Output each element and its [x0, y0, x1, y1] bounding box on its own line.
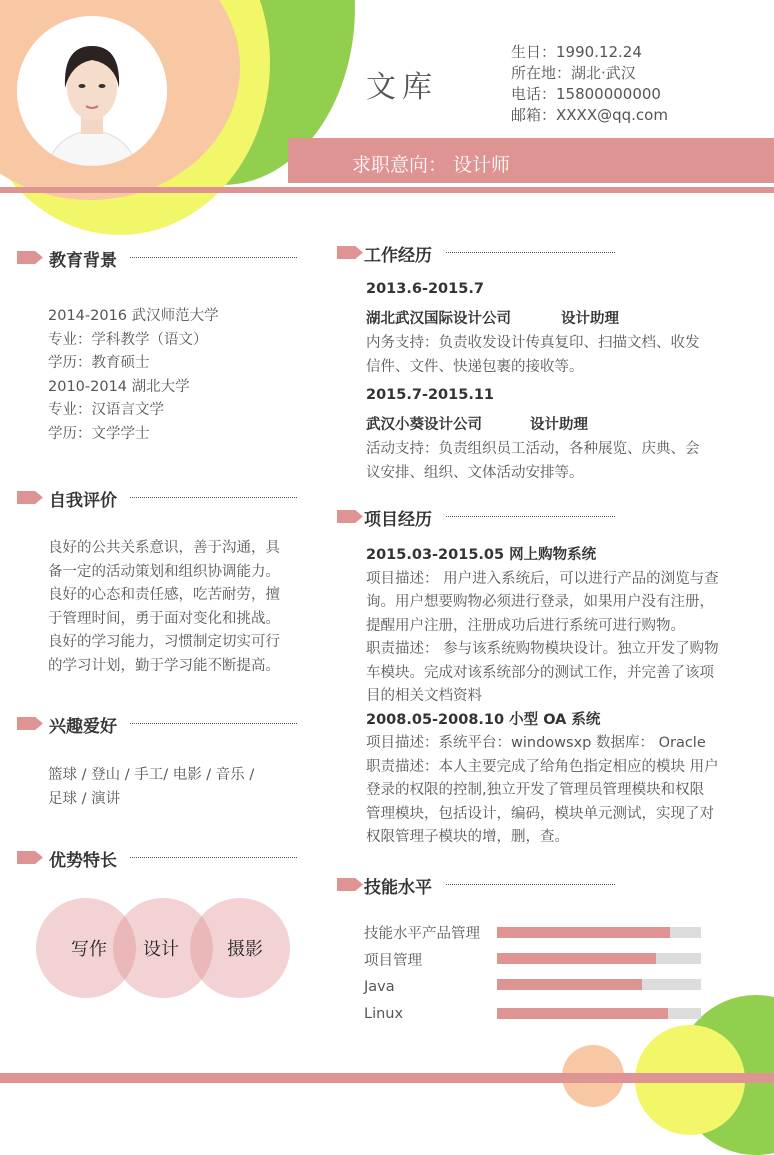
education-line: 2014-2016 武汉师范大学	[48, 308, 219, 324]
skill-bar-fill	[497, 979, 642, 990]
strengths-title: 优势特长	[49, 851, 117, 871]
section-arrow-icon	[17, 851, 43, 864]
section-arrow-icon	[337, 246, 363, 259]
avatar	[17, 16, 167, 166]
project-line: 询。用户想要购物必须进行登录，如果用户没有注册，	[366, 594, 714, 610]
self-eval-line: 良好的心态和责任感，吃苦耐劳，擅	[48, 587, 280, 603]
self-eval-line: 的学习计划，勤于学习能不断提高。	[48, 657, 280, 674]
project-line: 职责描述： 参与该系统购物模块设计。独立开发了购物	[366, 641, 719, 657]
self-eval-title: 自我评价	[49, 491, 117, 511]
location: 所在地：湖北·武汉	[511, 64, 636, 82]
skill-label: Linux	[364, 1006, 404, 1022]
hobbies-title: 兴趣爱好	[49, 717, 117, 737]
section-divider	[446, 516, 615, 517]
self-eval-line: 于管理时间，勇于面对变化和挑战。	[48, 610, 280, 627]
education-line: 专业：学科教学（语文）	[48, 331, 208, 348]
candidate-name: 文库	[366, 70, 438, 105]
section-divider	[446, 252, 615, 253]
skills-title: 技能水平	[364, 878, 432, 898]
skill-bar-fill	[497, 953, 656, 964]
education-line: 专业：汉语言文学	[48, 402, 164, 418]
self-eval-line: 良好的公共关系意识，善于沟通，具	[48, 540, 280, 556]
section-arrow-icon	[17, 251, 43, 264]
section-divider	[446, 884, 615, 885]
skill-bar-fill	[497, 1008, 668, 1019]
section-arrow-icon	[337, 510, 363, 523]
birthday: 生日：1990.12.24	[511, 43, 642, 61]
footer-bar	[0, 1073, 774, 1083]
self-eval-line: 良好的学习能力，习惯制定切实可行	[48, 634, 280, 650]
education-list	[48, 305, 219, 446]
skill-label: 项目管理	[364, 953, 422, 969]
project-list	[366, 544, 719, 850]
work-desc	[366, 332, 700, 379]
work-role: 设计助理	[561, 311, 619, 327]
work-role: 设计助理	[530, 417, 588, 433]
projects-title: 项目经历	[364, 510, 432, 530]
project-line: 项目描述： 用户进入系统后，可以进行产品的浏览与查	[366, 570, 719, 587]
education-line: 学历：文学学士	[48, 425, 150, 442]
skill-label: Java	[364, 979, 395, 995]
self-eval-line: 备一定的活动策划和组织协调能力。	[48, 563, 280, 580]
work-desc	[366, 438, 700, 485]
section-arrow-icon	[337, 878, 363, 891]
work-desc-line: 内务支持：负责收发设计传真复印、扫描文档、收发	[366, 335, 700, 351]
project-line: 职责描述：本人主要完成了给角色指定相应的模块 用户	[366, 758, 719, 775]
section-divider	[130, 857, 297, 858]
education-line: 学历：教育硕士	[48, 355, 150, 371]
strength-label: 设计	[143, 939, 179, 960]
work-period: 2015.7-2015.11	[366, 387, 495, 403]
section-arrow-icon	[17, 717, 43, 730]
education-line: 2010-2014 湖北大学	[48, 378, 190, 395]
section-divider	[130, 257, 297, 258]
project-line: 登录的权限的控制,独立开发了管理员管理模块和权限	[366, 782, 705, 798]
phone: 电话：15800000000	[511, 85, 661, 103]
skill-bar	[497, 927, 701, 938]
work-company: 湖北武汉国际设计公司	[366, 311, 511, 327]
project-line: 权限管理子模块的增，删，查。	[366, 829, 569, 845]
hobbies-text	[48, 764, 254, 811]
project-line: 目的相关文档资料	[366, 688, 482, 704]
project-heading: 2015.03-2015.05 网上购物系统	[366, 547, 597, 563]
profile-photo	[17, 16, 167, 166]
skill-label: 技能水平产品管理	[364, 926, 480, 942]
strength-label: 摄影	[227, 939, 263, 960]
work-period: 2013.6-2015.7	[366, 281, 484, 297]
skill-bar-fill	[497, 927, 670, 938]
strength-label: 写作	[71, 939, 107, 960]
work-desc-line: 信件、文件、快递包裹的接收等。	[366, 358, 584, 375]
project-line: 项目描述：系统平台：windowsxp 数据库： Oracle	[366, 735, 706, 751]
hobbies-line: 篮球 / 登山 / 手工/ 电影 / 音乐 /	[48, 767, 255, 783]
email: 邮箱：XXXX@qq.com	[511, 106, 668, 124]
work-desc-line: 议安排、组织、文体活动安排等。	[366, 464, 584, 481]
work-company: 武汉小葵设计公司	[366, 417, 482, 433]
work-title: 工作经历	[364, 246, 432, 266]
project-line: 提醒用户注册，注册成功后进行系统可进行购物。	[366, 617, 685, 634]
project-heading: 2008.05-2008.10 小型 OA 系统	[366, 711, 601, 728]
section-arrow-icon	[17, 491, 43, 504]
skill-bar	[497, 979, 701, 990]
work-desc-line: 活动支持：负责组织员工活动，各种展览、庆典、会	[366, 441, 700, 457]
job-intent: 求职意向： 设计师	[352, 154, 511, 176]
skill-bar	[497, 953, 701, 964]
section-divider	[130, 723, 297, 724]
project-line: 车模块。完成对该系统部分的测试工作，并完善了该项	[366, 664, 714, 681]
hobbies-line: 足球 / 演讲	[48, 790, 121, 807]
skill-bar	[497, 1008, 701, 1019]
header-divider	[0, 187, 774, 193]
education-title: 教育背景	[49, 251, 117, 271]
section-divider	[130, 497, 297, 498]
self-eval-text	[48, 537, 280, 678]
project-line: 管理模块，包括设计，编码，模块单元测试，实现了对	[366, 805, 714, 822]
